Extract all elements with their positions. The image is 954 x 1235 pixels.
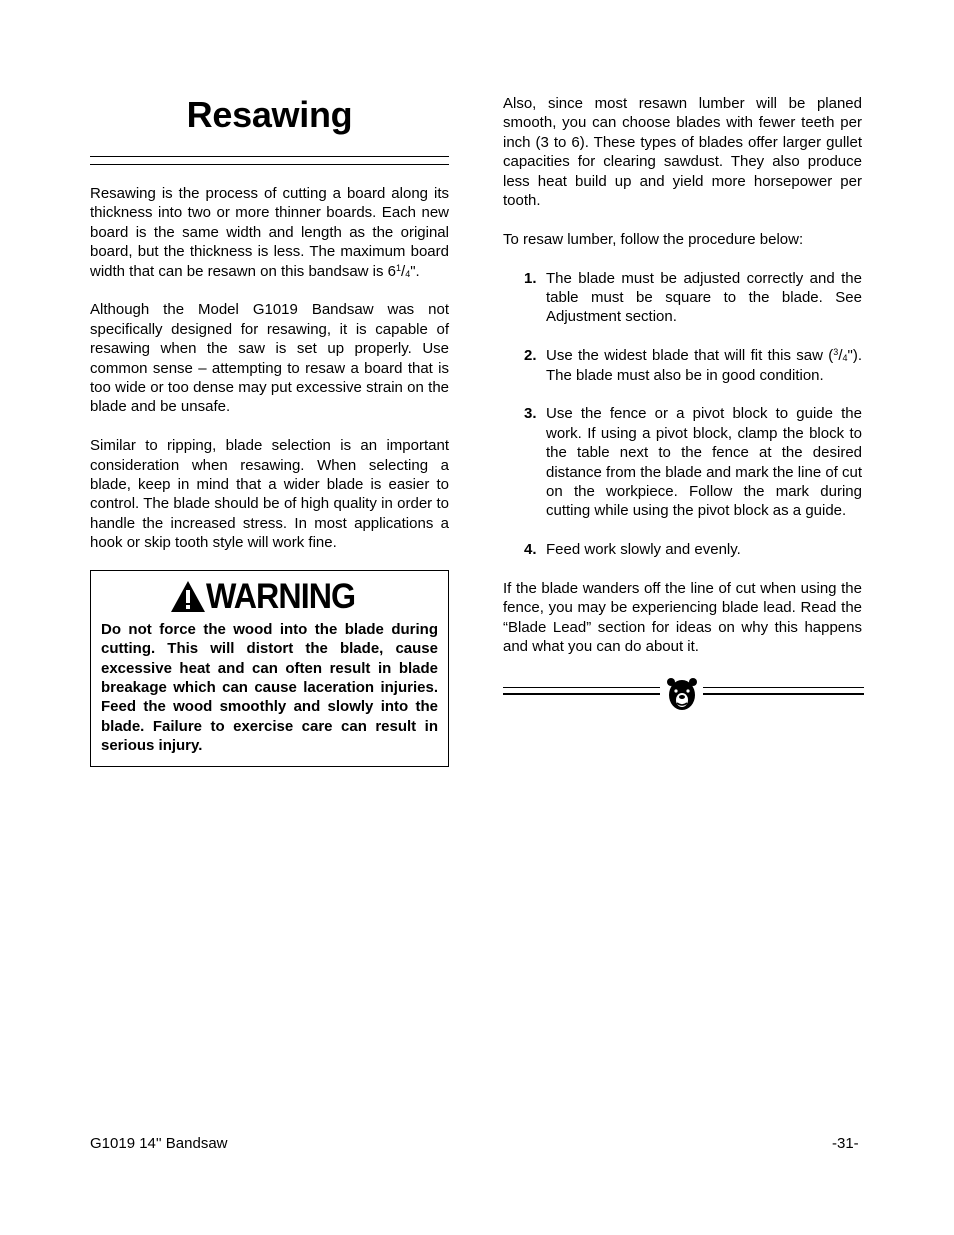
paragraph-resawing-intro: Resawing is the process of cutting a board along its thickness into two or more thinner boards. Each new board is the same width and length as the original board, but the thickness is less. The maximum board width that can be resawn on this bandsaw is $6^1/_4$". [90, 185, 449, 280]
right-column [503, 94, 862, 714]
page-title: Resawing [186, 94, 353, 135]
paragraph-blade-teeth: Also, since most resawn lumber will be planed smooth, you can choose blades with fewer teeth per inch (3 to 6). These types of blades offer larger gullet capacities for clearing sawdust. They also produce less heat build up and yield more horsepower per tooth. [503, 95, 862, 210]
paragraph-model-note: Although the Model G1019 Bandsaw was not specifically designed for resawing, it is capable of resawing when the saw is set up properly. Use common sense – attempting to resaw a board that is too wide or too dense may put excessive strain on the blade and be unsafe. [90, 301, 449, 416]
warning-box [90, 570, 449, 767]
title-rule [90, 156, 449, 165]
paragraph-procedure-intro: To resaw lumber, follow the procedure below: [503, 230, 804, 248]
section-end-ornament [503, 676, 865, 714]
step-item: 3. Use the fence or a pivot block to guide the work. If using a pivot block, clamp the block to the table next to the fence at the desired distance from the blade and mark the line of cut on the workpiece. Follow the mark during cutting while using the pivot block as a guide. [524, 405, 863, 520]
footer-model: G1019 14'' Bandsaw [90, 1135, 228, 1152]
warning-text: Do not force the wood into the blade during cutting. This will distort the blade, cause excessive heat and can often result in blade breakage which can cause laceration injuries. Feed the wood smoothly and slowly into the blade. Failure to exercise care can result in serious injury. [101, 620, 438, 755]
procedure-steps [503, 269, 862, 560]
bear-logo-icon [666, 676, 698, 712]
footer-page-number: -31- [832, 1135, 859, 1152]
step-item: 4. Feed work slowly and evenly. [524, 541, 741, 559]
step-item: 1. The blade must be adjusted correctly and the table must be square to the blade. See Adjustment section. [524, 269, 862, 326]
warning-label: WARNING [206, 576, 356, 616]
step-item: 2. Use the widest blade that will fit this saw $(^3/_4")$. The blade must also be in good condition. [524, 347, 862, 384]
left-column [90, 94, 449, 767]
paragraph-blade-selection: Similar to ripping, blade selection is an important consideration when resawing. When selecting a blade, keep in mind that a wider blade is easier to control. The blade should be of high quality in order to handle the increased stress. In most applications a hook or skip tooth style will work fine. [90, 437, 449, 552]
warning-triangle-icon [170, 580, 206, 613]
paragraph-blade-lead: If the blade wanders off the line of cut when using the fence, you may be experiencing blade lead. Read the “Blade Lead” section for ideas on why this happens and what you can do about it. [503, 580, 862, 656]
warning-header [101, 577, 438, 617]
